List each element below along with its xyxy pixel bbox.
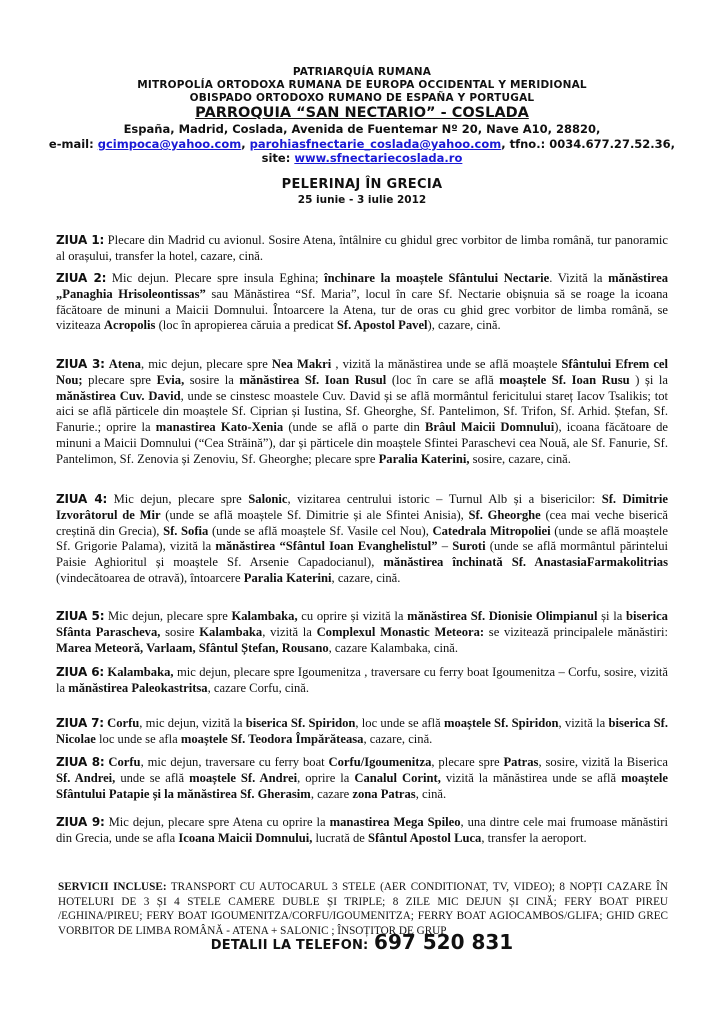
body-text: (cea mai veche biserică creștină din Grecia),	[56, 507, 669, 538]
highlight-text: Sf. Apostol Pavel	[336, 318, 428, 333]
highlight-text: mănăstirea închinată Sf. AnastasiaFarmakolitrias	[383, 555, 668, 570]
body-text: , mic dejun, vizită la	[139, 716, 246, 730]
body-text: , cazare, cină.	[363, 731, 433, 746]
highlight-text: Complexul Monastic Meteora:	[316, 624, 485, 639]
body-text: , vizitarea centrului istoric – Turnul Alb și a bisericilor:	[287, 492, 602, 506]
body-text: Mic dejun, plecare spre	[107, 492, 249, 506]
body-text: sosire la	[184, 372, 240, 387]
highlight-text: Brâul Maicii Domnului	[424, 420, 555, 435]
body-text: lucrată de	[312, 830, 368, 845]
day-label: ZIUA 5:	[56, 609, 105, 623]
services-text: TRANSPORT CU AUTOCARUL 3 STELE (AER CONDITIONAT, TV, VIDEO); 8 NOPȚI CAZARE ÎN HOTELURI DE 3 ȘI 4 STELE CAMERE DUBLE ȘI TRIPLE; 8 ZILE MIC DEJUN ȘI CINĂ; FERY BOAT PIREU /EGHINA/PIREU; FERY BOAT IGOUMENITZA/CORFU/IGOUMENITZA; FERRY BOAT AGIOCAMBOS/GLIFA; GHID GREC VORBITOR DE LIMBA ROMÂNĂ - ATENA + SALONIC ; ÎNSOȚITOR DE GRUP	[58, 881, 668, 937]
body-text: (unde se află moaștele Sf. Dimitrie și ale Sfintei Anisia),	[160, 507, 469, 522]
site-label: site:	[261, 151, 291, 165]
highlight-text: Kalambaka	[199, 624, 263, 639]
metropolis-line: MITROPOLÍA ORTODOXA RUMANA DE EUROPA OCCIDENTAL Y MERIDIONAL	[137, 79, 587, 91]
body-text: sau Mănăstirea “Sf. Maria”, locul în care Sf. Nectarie obișnuia să se roage la icoana făcătoare de minuni a Maicii Domnului. Întoarcere la Atena, tur de oras cu ghid grec vorbitor de limba română, se viziteaza	[56, 286, 668, 333]
parish-name: PARROQUIA “SAN NECTARIO” - COSLADA	[195, 105, 529, 121]
body-text: , transfer la aeroport.	[481, 830, 587, 845]
highlight-text: mănăstirea Paleokastritsa	[68, 680, 208, 695]
body-text: , cazare Corfu, cină.	[207, 680, 309, 695]
highlight-text: Corfu/Igoumenitza	[328, 755, 432, 769]
body-text: sosire, cazare, cină.	[469, 451, 571, 466]
highlight-text: Corfu	[108, 755, 141, 769]
highlight-text: moaștele Sfântului Patapie și la mănăstirea Sf. Gherasim	[56, 770, 668, 801]
site-line	[0, 151, 724, 165]
email-link-1[interactable]: gcimpoca@yahoo.com	[97, 137, 242, 151]
body-text: , mic dejun, plecare spre	[140, 357, 272, 371]
day-label: ZIUA 2:	[56, 271, 107, 285]
day-label: ZIUA 9:	[56, 815, 105, 829]
body-text: , oprire la	[297, 770, 355, 785]
body-text: , cazare Kalambaka, cină.	[328, 640, 458, 655]
body-text: ), icoana făcătoare de minuni a Maicii Domnului (“Cea Străină”), dar și părticele din moaștele Sfintei Paraschevi cea Nouă, ale Sf. Fanurie, Sf. Pantelimon, Sf. Zenovia și Zenoviu, Sf. Gheorghe; plecare spre	[56, 420, 669, 466]
body-text: , vizită la mănăstirea unde se află moaștele	[331, 357, 562, 371]
highlight-text: Kalambaka,	[231, 609, 298, 623]
body-text: (unde se află moaștele Sf. Vasile cel Nou),	[208, 523, 433, 538]
body-text: (loc în care se află	[386, 372, 500, 387]
body-text: cu oprire și vizită la	[297, 609, 408, 623]
highlight-text: Paralia Katerini	[243, 570, 332, 585]
highlight-text: Nea Makri	[271, 357, 332, 371]
contact-footer	[0, 930, 724, 954]
phone-label: tfno.:	[509, 137, 546, 151]
body-text: mic dejun, plecare spre Igoumenitza , traversare cu ferry boat Igoumenitza – Corfu, sosire, vizită la	[56, 665, 668, 695]
highlight-text: Kalambaka,	[107, 665, 174, 679]
highlight-text: Sf. Gheorghe	[468, 507, 541, 522]
body-text: și la	[597, 609, 626, 623]
body-text: loc unde se afla	[95, 731, 181, 746]
body-text: Plecare din Madrid cu avionul. Sosire Atena, întâlnire cu ghidul grec vorbitor de limba română, tur panoramic al orașului, transfer la hotel, cazare, cină.	[56, 233, 668, 263]
body-text: , cazare	[310, 786, 353, 801]
day-9	[56, 815, 668, 847]
day-label: ZIUA 4:	[56, 492, 108, 506]
highlight-text: Corfu	[107, 716, 140, 730]
highlight-text: Icoana Maicii Domnului,	[178, 830, 313, 845]
highlight-text: mănăstirea “Sfântul Ioan Evanghelistul”	[215, 539, 438, 554]
body-text: sosire	[160, 624, 200, 639]
email-link-2[interactable]: parohiasfnectarie_coslada@yahoo.com	[249, 137, 502, 151]
site-link[interactable]: www.sfnectariecoslada.ro	[294, 151, 463, 165]
body-text: , unde se cinstesc moastele Cuv. David și se află mormântul fericitului stareț Iacov Tsalikis; tot aici se află părticele din moaștele Sf. Ciprian și Iustina, Sf. Gheorghe, Sf. Pantelimon, Sf. Trifon, Sf. Arhid. Ștefan, Sf. Fanurie.; oprire la	[56, 388, 668, 435]
highlight-text: zona Patras	[352, 786, 416, 801]
body-text: –	[437, 539, 453, 554]
body-text: , mic dejun, traversare cu ferry boat	[140, 755, 329, 769]
day-4	[56, 492, 668, 587]
highlight-text: Sfântului Efrem cel Nou;	[56, 357, 669, 387]
highlight-text: Paralia Katerini,	[378, 451, 470, 466]
contact-phone: 697 520 831	[374, 930, 514, 954]
body-text: unde se află	[115, 770, 190, 785]
highlight-text: Salonic	[248, 492, 288, 506]
address-line: España, Madrid, Coslada, Avenida de Fuentemar Nº 20, Nave A10, 28820,	[123, 122, 601, 136]
bishopric-line: OBISPADO ORTODOXO RUMANO DE ESPAÑA Y PORTUGAL	[189, 92, 535, 104]
day-5	[56, 609, 668, 656]
highlight-text: Marea Meteoră, Varlaam, Sfântul Ștefan, Rousano	[56, 640, 329, 655]
day-label: ZIUA 1:	[56, 233, 105, 247]
highlight-text: Sfântul Apostol Luca	[367, 830, 482, 845]
body-text: , plecare spre	[431, 755, 504, 769]
day-label: ZIUA 6:	[56, 665, 105, 679]
services-label: SERVICII INCLUSE:	[58, 881, 167, 893]
highlight-text: mănăstirea „Panaghia Hrisoleontissas”	[56, 271, 668, 301]
contact-label: DETALII LA TELEFON:	[210, 938, 369, 953]
day-label: ZIUA 3:	[56, 357, 105, 371]
highlight-text: biserica Sfânta Parascheva,	[56, 609, 668, 639]
highlight-text: manastirea Kato-Xenia	[155, 420, 284, 435]
body-text: plecare spre	[82, 372, 157, 387]
highlight-text: mănăstirea Sf. Ioan Rusul	[239, 372, 387, 387]
highlight-text: Atena	[108, 357, 141, 371]
day-7	[56, 716, 668, 748]
highlight-text: biserica Sf. Nicolae	[56, 716, 669, 746]
phone-number: 0034.677.27.52.36,	[549, 137, 676, 151]
body-text: , vizită la	[558, 716, 609, 730]
highlight-text: Canalul Corint,	[354, 770, 441, 785]
highlight-text: mănăstirea Sf. Dionisie Olimpianul	[407, 609, 598, 623]
highlight-text: moaștele Sf. Ioan Rusu	[499, 372, 630, 387]
body-text: (loc în apropierea căruia a predicat	[155, 318, 337, 333]
body-text: (unde se află mormântul părintelui Paisie Aghioritul și moaștele Sf. Arsenie Capadocianul),	[56, 539, 668, 570]
highlight-text: Suroti	[452, 539, 486, 554]
body-text: , una dintre cele mai frumoase mănăstiri din Grecia, unde se afla	[56, 815, 668, 845]
highlight-text: Acropolis	[103, 318, 156, 333]
highlight-text: moaștele Sf. Andrei	[189, 770, 298, 785]
day-6	[56, 665, 668, 697]
body-text: Mic dejun, plecare spre	[104, 609, 232, 623]
body-text: , vizită la	[262, 624, 317, 639]
day-8	[56, 755, 668, 802]
body-text: se vizitează principalele mănăstiri:	[484, 624, 668, 639]
body-text: , cazare, cină.	[331, 570, 401, 585]
contact-line	[0, 137, 724, 151]
day-3	[56, 357, 668, 468]
body-text: , cină.	[415, 786, 447, 801]
highlight-text: Evia,	[156, 372, 185, 387]
highlight-text: Sf. Andrei,	[56, 770, 116, 785]
highlight-text: Sf. Sofia	[163, 523, 209, 538]
body-text: (unde se află o parte din	[283, 420, 425, 435]
highlight-text: moaștele Sf. Teodora Împărăteasa	[180, 731, 364, 746]
highlight-text: moaștele Sf. Spiridon	[443, 716, 559, 730]
body-text: . Vizită la	[549, 271, 609, 285]
body-text: Mic dejun. Plecare spre insula Eghina;	[106, 271, 325, 285]
body-text: ), cazare, cină.	[427, 318, 501, 333]
day-1	[56, 233, 668, 265]
highlight-text: mănăstirea Cuv. David	[56, 388, 181, 403]
body-text: ) și la	[629, 372, 668, 387]
separator: ,	[241, 137, 250, 151]
day-2	[56, 271, 668, 334]
body-text: (vindecătoarea de otravă), întoarcere	[56, 570, 244, 585]
body-text: Mic dejun, plecare spre Atena cu oprire la	[104, 815, 330, 829]
highlight-text: biserica Sf. Spiridon	[245, 716, 356, 730]
highlight-text: închinare la moaștele Sfântului Nectarie	[324, 271, 550, 285]
day-label: ZIUA 8:	[56, 755, 105, 769]
email-label: e-mail:	[48, 137, 94, 151]
day-label: ZIUA 7:	[56, 716, 104, 730]
body-text: (unde se află moaștele Sf. Grigorie Palama), vizită la	[56, 523, 668, 554]
highlight-text: Patras	[503, 755, 539, 769]
separator: ,	[501, 137, 510, 151]
highlight-text: Catedrala Mitropoliei	[432, 523, 551, 538]
patriarchate-line: PATRIARQUÍA RUMANA	[292, 66, 432, 78]
body-text: , sosire, vizită la Biserica	[538, 755, 668, 769]
highlight-text: manastirea Mega Spileo	[329, 815, 461, 829]
document-title: PELERINAJ ÎN GRECIA	[281, 177, 443, 192]
body-text: vizită la mănăstirea unde se află	[440, 770, 622, 785]
body-text: , loc unde se află	[355, 716, 444, 730]
highlight-text: Sf. Dimitrie Izvorâtorul de Mir	[56, 492, 668, 522]
trip-dates: 25 iunie - 3 iulie 2012	[297, 194, 427, 206]
